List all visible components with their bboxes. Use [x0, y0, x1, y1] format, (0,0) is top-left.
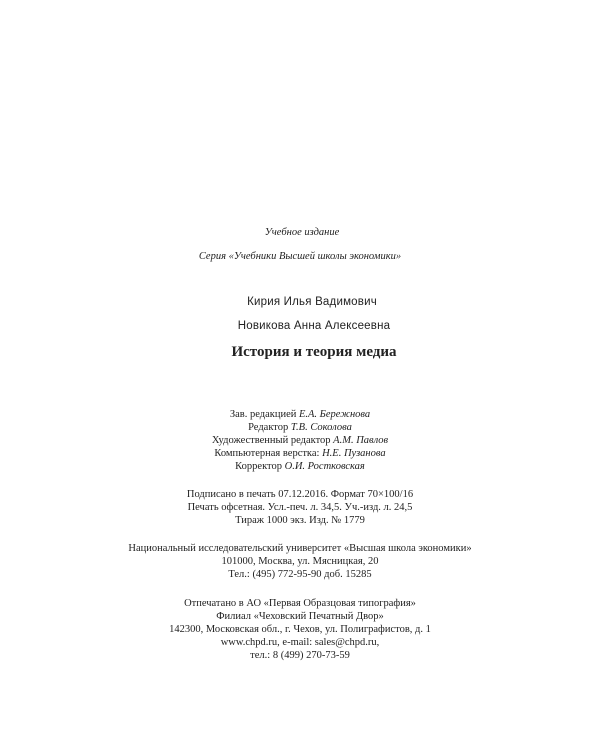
staff-line	[0, 421, 600, 434]
printer-line: www.chpd.ru, e-mail: sales@chpd.ru,	[220, 637, 380, 648]
staff-line	[0, 460, 600, 473]
staff-role: Компьютерная верстка:	[214, 448, 320, 459]
staff-line	[0, 408, 600, 421]
printer-line: Отпечатано в АО «Первая Образцовая типография»	[184, 598, 416, 609]
print-info-line: Тираж 1000 экз. Изд. № 1779	[235, 515, 365, 526]
edition-type: Учебное издание	[264, 227, 340, 238]
staff-role: Корректор	[235, 461, 282, 472]
staff-name: Н.Е. Пузанова	[322, 448, 386, 459]
staff-name: Е.А. Бережнова	[298, 409, 371, 420]
staff-name: А.М. Павлов	[333, 435, 389, 446]
printer-line: тел.: 8 (499) 270-73-59	[250, 650, 350, 661]
series-name: Серия «Учебники Высшей школы экономики»	[198, 251, 402, 262]
print-info-line: Подписано в печать 07.12.2016. Формат 70×100/16	[186, 489, 414, 500]
publisher-line: Тел.: (495) 772-95-90 доб. 15285	[228, 569, 372, 580]
staff-name: Т.В. Соколова	[290, 422, 352, 433]
publisher-line: 101000, Москва, ул. Мясницкая, 20	[221, 556, 379, 567]
book-title: История и теория медиа	[231, 344, 397, 360]
publisher-line: Национальный исследовательский университет «Высшая школа экономики»	[128, 543, 472, 554]
staff-line	[0, 447, 600, 460]
staff-line	[0, 434, 600, 447]
print-info-line: Печать офсетная. Усл.-печ. л. 34,5. Уч.-изд. л. 24,5	[187, 502, 413, 513]
staff-name: О.И. Ростковская	[284, 461, 365, 472]
staff-role: Зав. редакцией	[229, 409, 297, 420]
staff-role: Редактор	[248, 422, 289, 433]
printer-line: Филиал «Чеховский Печатный Двор»	[216, 611, 384, 622]
author-2: Новикова Анна Алексеевна	[237, 320, 391, 332]
staff-role: Художественный редактор	[211, 435, 331, 446]
author-1: Кирия Илья Вадимович	[247, 296, 377, 308]
printer-line: 142300, Московская обл., г. Чехов, ул. Полиграфистов, д. 1	[169, 624, 431, 635]
